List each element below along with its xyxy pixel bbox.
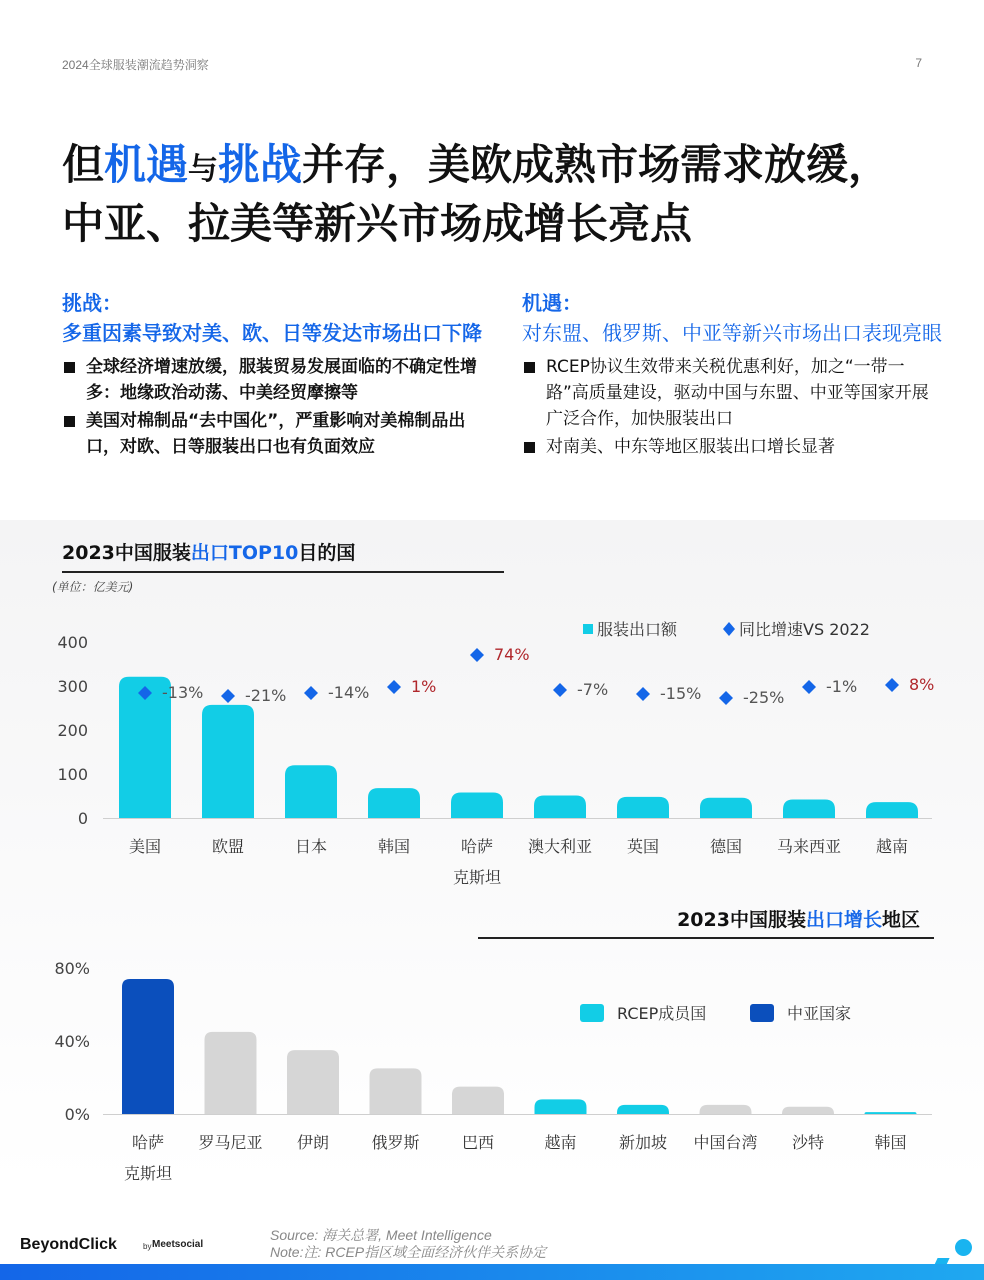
growth-label: -25% — [743, 688, 785, 707]
opportunity-bullets — [522, 354, 942, 460]
y-tick-label: 40% — [54, 1032, 90, 1051]
category-label: 马来西亚 — [776, 837, 842, 856]
category-label: 英国 — [626, 837, 660, 856]
bar — [535, 1099, 587, 1114]
chart1-title-post: 目的国 — [298, 542, 356, 564]
logo-by: by — [143, 1242, 152, 1251]
category-label: 俄罗斯 — [371, 1133, 420, 1152]
bullet-item: 对南美、中东等地区服装出口增长显著 — [522, 434, 942, 460]
export-growth-chart — [0, 950, 984, 1190]
title-part: 并存，美欧成熟市场需求放缓， — [302, 140, 891, 189]
y-tick-label: 300 — [57, 677, 88, 696]
growth-marker — [553, 683, 567, 697]
title-part: 与 — [188, 152, 219, 187]
growth-marker — [636, 687, 650, 701]
decor-dot — [955, 1239, 972, 1256]
bullet-item: 美国对棉制品“去中国化”，严重影响对美棉制品出口，对欧、日等服装出口也有负面效应 — [62, 408, 482, 460]
growth-label: -21% — [245, 686, 287, 705]
bar — [700, 1105, 752, 1114]
bullet-item: 全球经济增速放缓，服装贸易发展面临的不确定性增多：地缘政治动荡、中美经贸摩擦等 — [62, 354, 482, 406]
note-text: Note:注: RCEP指区域全面经济伙伴关系协定 — [270, 1244, 547, 1260]
category-label: 中国台湾 — [693, 1133, 758, 1152]
page-title — [62, 138, 942, 251]
y-tick-label: 200 — [57, 721, 88, 740]
category-label: 韩国 — [874, 1133, 907, 1152]
bar — [452, 1087, 504, 1114]
growth-label: -1% — [826, 677, 858, 696]
category-label: 欧盟 — [211, 837, 245, 856]
growth-marker — [802, 680, 816, 694]
category-label: 罗马尼亚 — [198, 1133, 263, 1152]
meetsocial-logo: Meetsocial — [152, 1239, 204, 1250]
y-tick-label: 100 — [57, 765, 88, 784]
legend-swatch-bars — [583, 624, 593, 634]
category-label: 沙特 — [791, 1133, 825, 1152]
chart2-title — [677, 905, 920, 932]
legend-label-bars: 服装出口额 — [597, 620, 678, 639]
source-text: Source: 海关总署, Meet Intelligence — [270, 1227, 492, 1243]
growth-label: -15% — [660, 684, 702, 703]
growth-label: 8% — [909, 675, 935, 694]
growth-marker — [304, 686, 318, 700]
challenge-bullets — [62, 354, 482, 460]
category-label: 哈萨克斯坦 — [452, 837, 502, 887]
report-title: 2024全球服装潮流趋势洞察 — [62, 58, 209, 72]
source-note — [270, 1227, 546, 1261]
bar — [866, 802, 918, 818]
title-highlight-opportunity: 机遇 — [104, 140, 189, 189]
bar — [783, 800, 835, 818]
bar — [202, 705, 254, 818]
category-label: 巴西 — [461, 1133, 495, 1152]
bar — [287, 1050, 339, 1114]
category-label: 越南 — [875, 837, 909, 856]
bar — [370, 1068, 422, 1114]
chart1-title — [62, 538, 355, 565]
legend-swatch-central-asia — [750, 1004, 774, 1022]
page-number: 7 — [915, 56, 922, 70]
growth-label: 1% — [411, 677, 437, 696]
bar — [865, 1112, 917, 1114]
y-tick-label: 0% — [64, 1105, 90, 1124]
growth-label: -13% — [162, 683, 204, 702]
chart1-title-rule — [62, 571, 504, 573]
bar — [617, 797, 669, 818]
legend-label-central-asia: 中亚国家 — [787, 1004, 852, 1023]
legend-swatch-rcep — [580, 1004, 604, 1022]
title-line-1 — [62, 138, 942, 197]
title-line-2: 中亚、拉美等新兴市场成增长亮点 — [62, 199, 693, 248]
bar — [700, 798, 752, 818]
category-label: 新加坡 — [618, 1133, 668, 1152]
bar — [617, 1105, 669, 1114]
growth-label: 74% — [494, 645, 530, 664]
chart2-title-post: 地区 — [881, 909, 920, 931]
bar — [368, 788, 420, 818]
y-tick-label: 0 — [77, 809, 88, 828]
category-label: 德国 — [709, 837, 743, 856]
growth-marker — [221, 689, 235, 703]
growth-marker — [387, 680, 401, 694]
opportunity-section — [522, 288, 942, 460]
bar — [122, 979, 174, 1114]
category-label: 哈萨克斯坦 — [123, 1133, 173, 1183]
legend-swatch-growth — [723, 622, 735, 636]
bar — [534, 796, 586, 818]
growth-marker — [470, 648, 484, 662]
opportunity-subtitle: 对东盟、俄罗斯、中亚等新兴市场出口表现亮眼 — [522, 321, 942, 345]
category-label: 韩国 — [377, 837, 411, 856]
category-label: 美国 — [128, 837, 162, 856]
category-label: 澳大利亚 — [527, 837, 593, 856]
bullet-item: RCEP协议生效带来关税优惠利好，加之“一带一路”高质量建设，驱动中国与东盟、中亚等国家开展广泛合作，加快服装出口 — [522, 354, 942, 432]
y-tick-label: 80% — [54, 959, 90, 978]
bar — [782, 1107, 834, 1114]
bar — [285, 765, 337, 818]
category-label: 日本 — [294, 837, 328, 856]
chart2-title-highlight: 出口增长 — [805, 909, 882, 931]
legend-label-growth: 同比增速VS 2022 — [739, 620, 870, 639]
title-part: 但 — [62, 140, 105, 189]
opportunity-label: 机遇： — [522, 291, 582, 315]
chart2-title-pre: 2023中国服装 — [677, 909, 806, 931]
bar — [205, 1032, 257, 1114]
chart1-title-highlight: 出口TOP10 — [190, 542, 299, 564]
legend-label-rcep: RCEP成员国 — [617, 1004, 707, 1023]
growth-label: -7% — [577, 680, 609, 699]
challenge-label: 挑战： — [62, 291, 122, 315]
export-top10-chart — [0, 600, 984, 900]
title-highlight-challenge: 挑战 — [218, 140, 303, 189]
chart2-title-rule — [478, 937, 934, 939]
growth-marker — [719, 691, 733, 705]
chart1-title-pre: 2023中国服装 — [62, 542, 191, 564]
challenge-section — [62, 288, 482, 460]
category-label: 越南 — [544, 1133, 577, 1152]
y-tick-label: 400 — [57, 633, 88, 652]
beyondclick-logo: BeyondClick — [20, 1236, 117, 1253]
category-label: 伊朗 — [296, 1133, 330, 1152]
chart1-unit: (单位：亿美元) — [52, 580, 134, 594]
growth-label: -14% — [328, 683, 370, 702]
bar — [451, 792, 503, 818]
footer-bar — [0, 1264, 984, 1280]
challenge-subtitle: 多重因素导致对美、欧、日等发达市场出口下降 — [62, 321, 482, 345]
growth-marker — [885, 678, 899, 692]
